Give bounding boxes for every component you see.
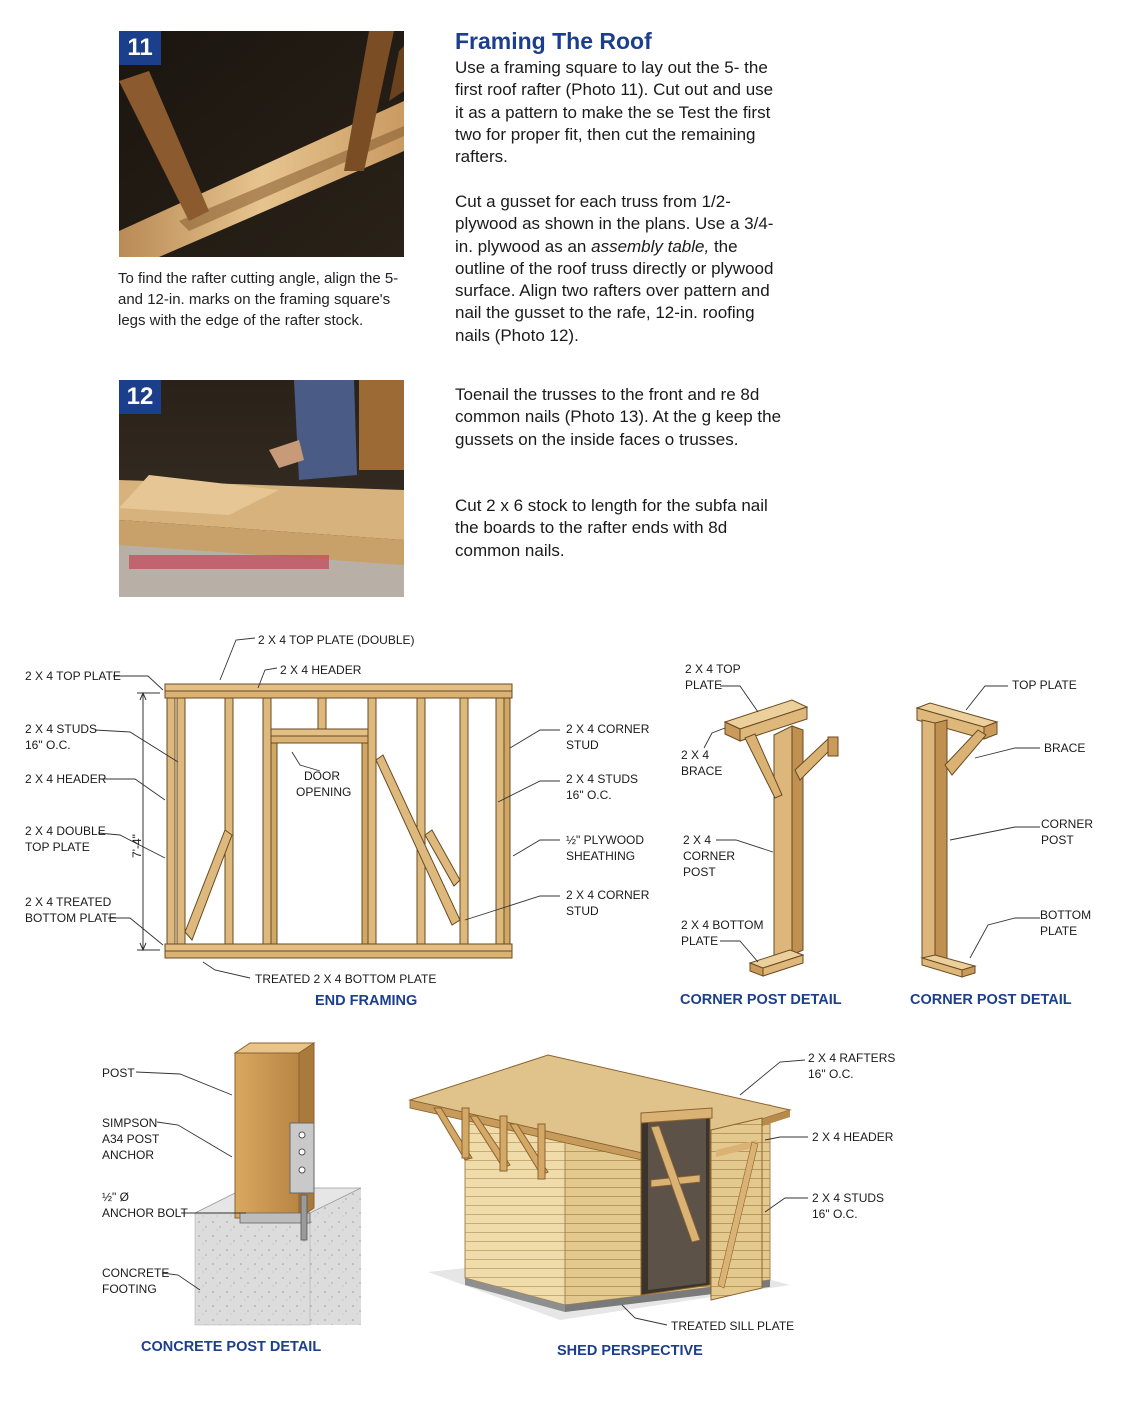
- cp1-top-plate-label: 2 X 4 TOP PLATE: [685, 662, 741, 692]
- corner-post-2-title: CORNER POST DETAIL: [910, 992, 1072, 1008]
- article-paragraph-2-b: the outline of the roof truss directly or plywood surface. Align two rafters over pattern and nail the gusset to the rafe, 12-in. roofing nails (Photo 12).: [455, 236, 774, 345]
- shed-rafters-label: 2 X 4 RAFTERS 16" O.C.: [808, 1051, 896, 1081]
- ef-top-plate-label: 2 X 4 TOP PLATE: [25, 669, 121, 683]
- ef-door-opening-label: DOOR OPENING: [296, 769, 352, 799]
- ef-treated-plate-bottom-label: TREATED 2 X 4 BOTTOM PLATE: [255, 972, 437, 986]
- shed-studs-label: 2 X 4 STUDS 16" O.C.: [812, 1191, 885, 1221]
- cp1-brace-label: 2 X 4 BRACE: [681, 748, 723, 778]
- article-paragraph-2-a: Cut a gusset for each truss from 1/2- plywood as shown in the plans. Use a 3/4-in. plywood as an: [455, 192, 774, 256]
- shed-header-label: 2 X 4 HEADER: [812, 1130, 894, 1144]
- corner-post-2-drawing: [917, 703, 997, 977]
- cp2-bottom-plate-label: BOTTOM PLATE: [1040, 908, 1092, 938]
- shed-drawing: [410, 1055, 790, 1320]
- ef-header-label: 2 X 4 HEADER: [25, 772, 107, 786]
- cp1-bottom-plate-label: 2 X 4 BOTTOM PLATE: [681, 918, 764, 948]
- end-framing-dimension-line: [137, 693, 160, 950]
- cp2-corner-post-label: CORNER POST: [1041, 817, 1094, 847]
- article-paragraph-3: Toenail the trusses to the front and re 8d common nails (Photo 13). At the g keep the gussets on the inside faces o trusses.: [455, 385, 782, 449]
- cpd-post-label: POST: [102, 1066, 135, 1080]
- photo-11-caption: To find the rafter cutting angle, align the 5- and 12-in. marks on the framing square's legs with the edge of the rafter stock.: [118, 270, 399, 329]
- end-framing-title: END FRAMING: [315, 993, 418, 1009]
- ef-treated-bottom-plate-label: 2 X 4 TREATED BOTTOM PLATE: [25, 895, 117, 925]
- end-framing-drawing: [165, 684, 512, 958]
- cp2-brace-label: BRACE: [1044, 741, 1086, 755]
- article-title: Framing The Roof: [455, 28, 652, 54]
- photo-11-number: 11: [119, 31, 161, 65]
- concrete-post-title: CONCRETE POST DETAIL: [141, 1339, 322, 1355]
- ef-dimension-label: 7'-4": [129, 834, 144, 858]
- ef-studs-right-label: 2 X 4 STUDS 16" O.C.: [566, 772, 639, 802]
- shed-sill-label: TREATED SILL PLATE: [671, 1319, 795, 1333]
- photo-12-number: 12: [119, 380, 161, 414]
- corner-post-1-title: CORNER POST DETAIL: [680, 992, 842, 1008]
- cp1-corner-post-label: 2 X 4 CORNER POST: [683, 833, 736, 879]
- cpd-bolt-label: ½" Ø ANCHOR BOLT: [102, 1190, 188, 1220]
- ef-studs-label: 2 X 4 STUDS 16" O.C.: [25, 722, 98, 752]
- article-paragraph-4: Cut 2 x 6 stock to length for the subfa nail the boards to the rafter ends with 8d common nails.: [455, 496, 768, 560]
- concrete-post-drawing: [195, 1043, 361, 1325]
- ef-corner-stud-2-label: 2 X 4 CORNER STUD: [566, 888, 650, 918]
- cp2-top-plate-label: TOP PLATE: [1012, 678, 1077, 692]
- ef-double-top-plate-label: 2 X 4 DOUBLE TOP PLATE: [25, 824, 106, 854]
- article-emphasis: assembly table,: [591, 236, 710, 256]
- cpd-anchor-label: SIMPSON A34 POST ANCHOR: [102, 1116, 160, 1162]
- cpd-footing-label: CONCRETE FOOTING: [102, 1266, 170, 1296]
- article-paragraph-1: Use a framing square to lay out the 5- the first roof rafter (Photo 11). Cut out and use it as a pattern to make the se Test the first two for proper fit, then cut the remaining rafters.: [455, 58, 774, 167]
- ef-header-top-label: 2 X 4 HEADER: [280, 663, 362, 677]
- shed-perspective-title: SHED PERSPECTIVE: [557, 1343, 703, 1359]
- ef-top-plate-double-label: 2 X 4 TOP PLATE (DOUBLE): [258, 633, 415, 647]
- ef-corner-stud-1-label: 2 X 4 CORNER STUD: [566, 722, 650, 752]
- ef-plywood-label: ½" PLYWOOD SHEATHING: [566, 833, 645, 863]
